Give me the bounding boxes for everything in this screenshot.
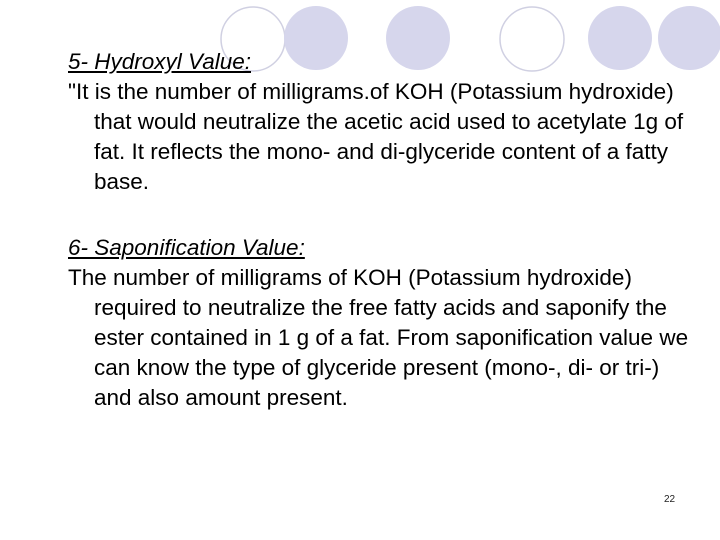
page-number: 22 [664,494,676,505]
slide-content [68,47,698,413]
section-saponification-value [68,233,698,413]
section-body: The number of milligrams of KOH (Potassium hydroxide) required to neutralize the free fatty acids and saponify the ester contained in 1 g of a fat. From saponification value we can know the type of glyceride present (mono-, di- or tri-) and also amount present. [68,265,689,410]
section-heading: 5- Hydroxyl Value: [68,49,251,74]
section-heading: 6- Saponification Value: [68,235,305,260]
section-body: "It is the number of milligrams.of KOH (Potassium hydroxide) that would neutralize the acetic acid used to acetylate 1g of fat. It reflects the mono- and di-glyceride content of a fatty base. [68,79,684,194]
section-hydroxyl-value [68,47,698,197]
